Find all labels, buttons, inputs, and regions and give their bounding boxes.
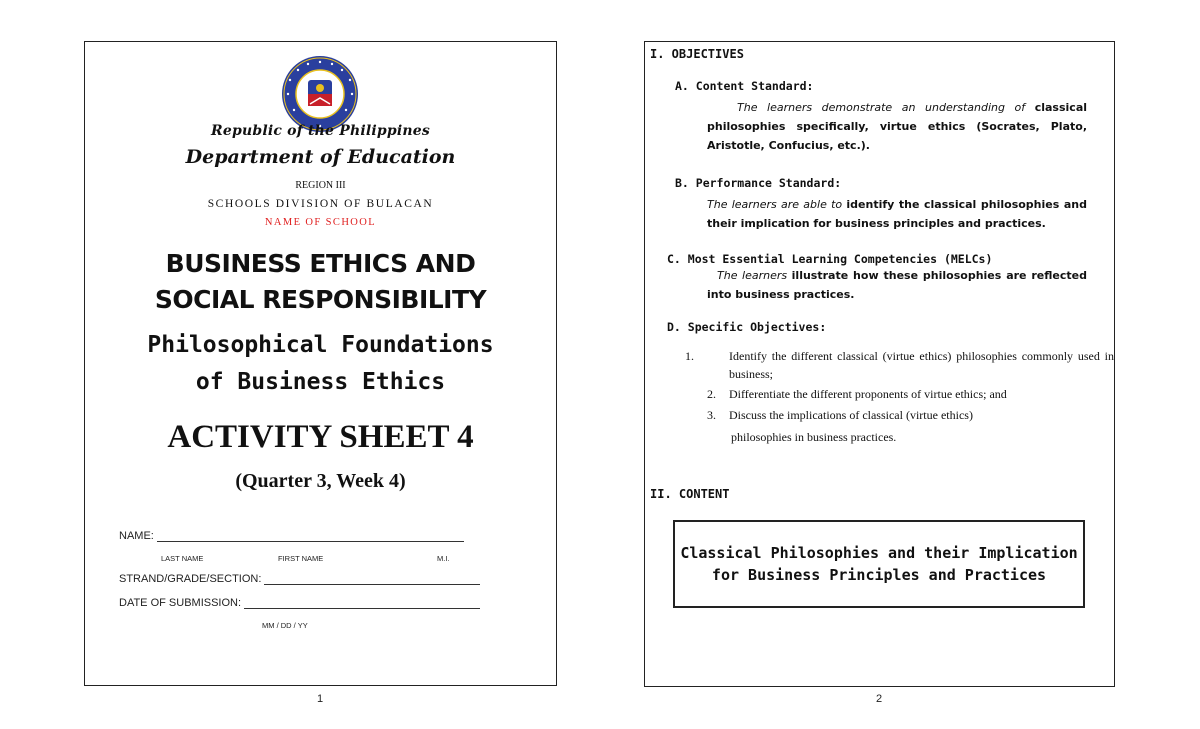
objective-text: Discuss the implications of classical (virtue ethics) xyxy=(729,408,973,422)
performance-standard-intro: The learners are able to xyxy=(707,198,843,211)
subject-title-line2: SOCIAL RESPONSIBILITY xyxy=(154,285,487,314)
activity-sheet-title: ACTIVITY SHEET 4 xyxy=(167,419,474,455)
name-field[interactable] xyxy=(119,530,464,542)
page-number-2: 2 xyxy=(876,693,883,705)
performance-standard-heading: B. Performance Standard: xyxy=(675,176,842,190)
first-name-caption: FIRST NAME xyxy=(278,554,324,563)
melcs-heading: C. Most Essential Learning Competencies (MELCs) xyxy=(667,252,993,266)
objective-item-2 xyxy=(707,385,1092,403)
division-label: SCHOOLS DIVISION OF BULACAN xyxy=(207,198,434,210)
middle-initial-caption: M.I. xyxy=(437,554,450,563)
performance-standard-text xyxy=(707,195,1087,233)
content-standard-heading: A. Content Standard: xyxy=(675,79,814,93)
date-label: DATE OF SUBMISSION: xyxy=(119,597,242,609)
objective-item-1 xyxy=(685,347,1114,383)
lesson-title-line1: Philosophical Foundations xyxy=(147,332,494,358)
objective-item-3 xyxy=(707,406,1092,424)
content-standard-text xyxy=(707,98,1087,155)
page-number-1: 1 xyxy=(317,693,324,705)
objective-number: 2. xyxy=(707,387,716,401)
subject-title-line1: BUSINESS ETHICS AND xyxy=(165,249,476,278)
melcs-bold: illustrate how these philosophies are reflected into business practices. xyxy=(707,269,1087,301)
school-name: NAME OF SCHOOL xyxy=(264,217,377,228)
strand-label: STRAND/GRADE/SECTION: xyxy=(119,573,262,585)
content-topic-box xyxy=(673,520,1085,608)
date-format-caption: MM / DD / YY xyxy=(262,621,308,630)
melcs-text xyxy=(707,266,1087,304)
content-topic-line2: for Business Principles and Practices xyxy=(711,566,1047,584)
strand-field[interactable] xyxy=(119,573,480,585)
date-line[interactable] xyxy=(244,597,480,609)
content-standard-bold: classical philosophies specifically, virtue ethics (Socrates, Plato, Aristotle, Confucius, etc.). xyxy=(707,101,1088,152)
date-field[interactable] xyxy=(119,597,480,609)
deped-seal-icon xyxy=(280,54,360,134)
content-heading: II. CONTENT xyxy=(650,487,730,501)
name-label: NAME: xyxy=(119,530,154,542)
objective-text: Differentiate the different proponents of virtue ethics; and xyxy=(729,387,1007,401)
name-line[interactable] xyxy=(157,530,464,542)
performance-standard-bold: identify the classical philosophies and their implication for business principles and practices. xyxy=(707,198,1087,230)
objective-text: Identify the different classical (virtue ethics) philosophies commonly used in business; xyxy=(729,349,1114,381)
lesson-title-line2: of Business Ethics xyxy=(195,369,446,395)
strand-line[interactable] xyxy=(264,573,480,585)
content-topic-line1: Classical Philosophies and their Implication xyxy=(680,544,1078,562)
objectives-heading: I. OBJECTIVES xyxy=(650,47,744,61)
objective-item-3-continued: philosophies in business practices. xyxy=(731,430,897,444)
specific-objectives-heading: D. Specific Objectives: xyxy=(667,320,827,334)
quarter-label: (Quarter 3, Week 4) xyxy=(235,470,406,492)
republic-heading: Republic of the Philippines xyxy=(211,123,430,139)
region-label: REGION III xyxy=(295,180,346,191)
objective-number: 1. xyxy=(685,349,694,363)
melcs-intro: The learners xyxy=(717,269,788,282)
objectives-page xyxy=(644,41,1115,687)
objective-number: 3. xyxy=(707,408,716,422)
department-heading: Department of Education xyxy=(185,146,456,168)
content-standard-intro: The learners demonstrate an understanding of xyxy=(737,101,1026,114)
cover-page xyxy=(84,41,557,686)
last-name-caption: LAST NAME xyxy=(161,554,204,563)
